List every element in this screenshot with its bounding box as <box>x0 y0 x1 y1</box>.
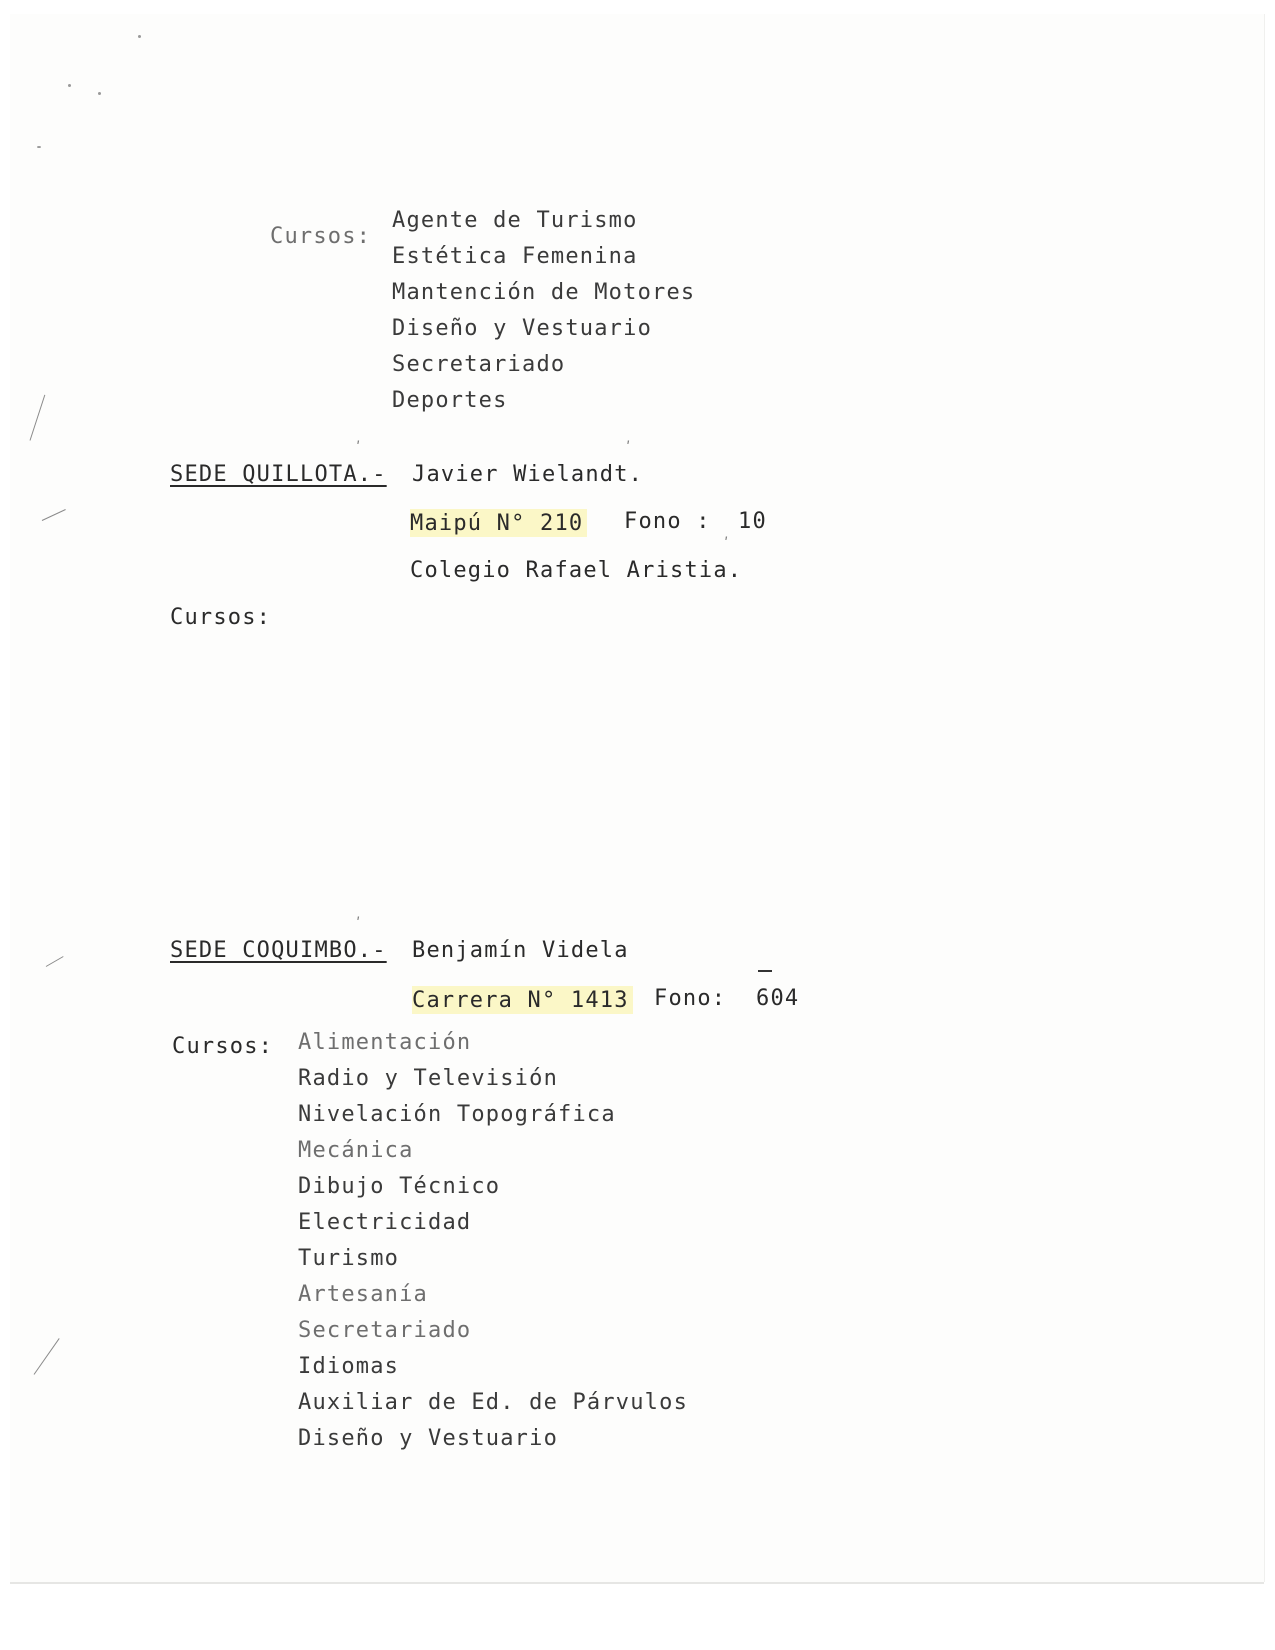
course-item: Secretariado <box>392 352 566 377</box>
accent-mark: ʹ <box>354 916 363 932</box>
course-item: Auxiliar de Ed. de Párvulos <box>298 1390 689 1415</box>
course-item: Agente de Turismo <box>392 208 638 233</box>
course-item: Alimentación <box>298 1030 472 1055</box>
director-name: Javier Wielandt. <box>412 462 644 487</box>
course-item: Turismo <box>298 1246 400 1271</box>
courses-label: Cursos: <box>172 1034 274 1059</box>
course-item: Nivelación Topográfica <box>298 1102 616 1127</box>
course-item: Artesanía <box>298 1282 429 1307</box>
scan-speck <box>138 35 141 38</box>
phone-number: 604 <box>756 986 800 1011</box>
course-item: Diseño y Vestuario <box>392 316 653 341</box>
course-item: Estética Femenina <box>392 244 638 269</box>
courses-label: Cursos: <box>270 224 372 249</box>
page-edge <box>10 1582 1264 1584</box>
section-heading-coquimbo: SEDE COQUIMBO.- <box>170 938 387 963</box>
course-item: Mecánica <box>298 1138 414 1163</box>
course-item: Mantención de Motores <box>392 280 696 305</box>
course-item: Electricidad <box>298 1210 472 1235</box>
course-item: Radio y Televisión <box>298 1066 559 1091</box>
pen-mark <box>758 970 772 972</box>
course-item: Idiomas <box>298 1354 400 1379</box>
phone-number: 10 <box>738 509 767 534</box>
director-name: Benjamín Videla <box>412 938 629 963</box>
course-item: Secretariado <box>298 1318 472 1343</box>
accent-mark: ʹ <box>354 440 363 456</box>
address: Maipú N° 210 <box>410 509 587 537</box>
scan-speck <box>98 92 101 95</box>
courses-label: Cursos: <box>170 605 272 630</box>
accent-mark: ʹ <box>722 536 731 552</box>
section-heading-quillota: SEDE QUILLOTA.- <box>170 462 387 487</box>
course-item: Diseño y Vestuario <box>298 1426 559 1451</box>
address: Carrera N° 1413 <box>412 986 633 1014</box>
course-item: Dibujo Técnico <box>298 1174 501 1199</box>
accent-mark: ʹ <box>624 440 633 456</box>
school-name: Colegio Rafael Aristia. <box>410 558 743 583</box>
course-item: Deportes <box>392 388 508 413</box>
phone-label: Fono : <box>624 509 711 534</box>
scan-speck <box>37 146 41 148</box>
scan-speck <box>68 84 71 87</box>
phone-label: Fono: <box>654 986 727 1011</box>
